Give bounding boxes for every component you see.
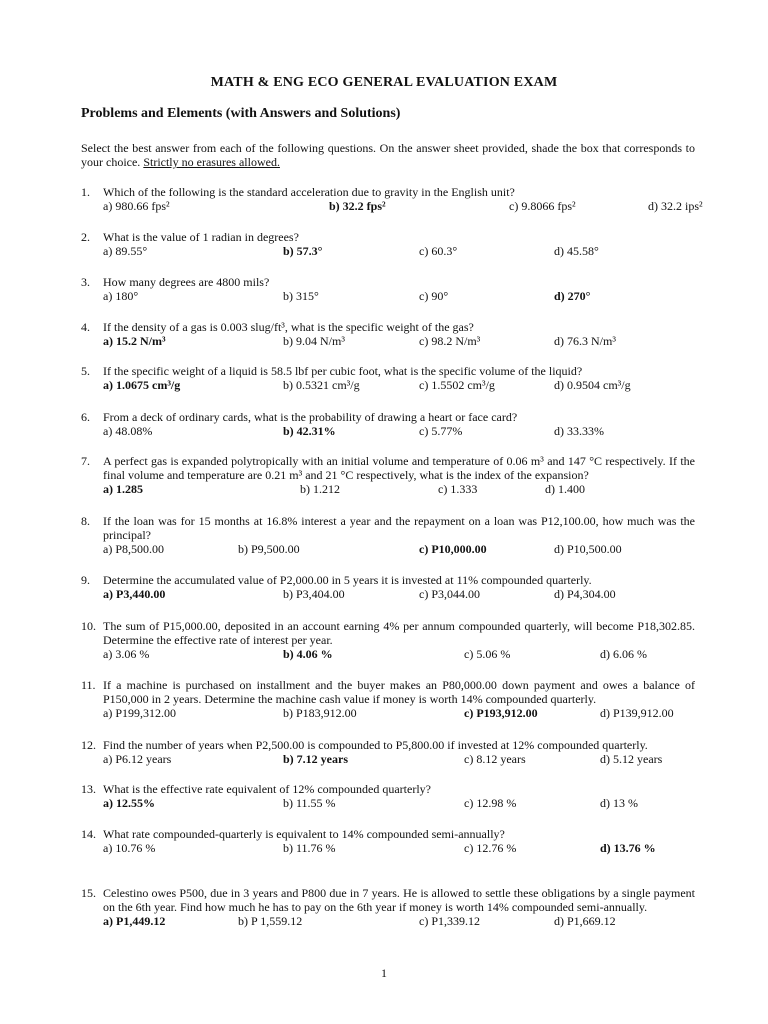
answer-option: a) 3.06 % bbox=[103, 647, 150, 661]
answer-option: c) 90° bbox=[419, 289, 449, 303]
question-11 bbox=[81, 678, 695, 720]
answer-option: b) 11.76 % bbox=[283, 841, 336, 855]
answer-option: c) 60.3° bbox=[419, 244, 458, 258]
instructions-warning: Strictly no erasures allowed. bbox=[143, 155, 280, 169]
question-number: 14. bbox=[81, 827, 96, 841]
answer-option: b) 11.55 % bbox=[283, 796, 336, 810]
question-10 bbox=[81, 619, 695, 661]
exam-title: MATH & ENG ECO GENERAL EVALUATION EXAM bbox=[210, 75, 558, 90]
answer-option: d) 1.400 bbox=[545, 482, 585, 496]
correct-answer-option: b) 32.2 fps² bbox=[329, 199, 386, 213]
question-text: Which of the following is the standard acceleration due to gravity in the English unit? bbox=[103, 185, 515, 199]
question-8 bbox=[81, 514, 695, 556]
answer-option: b) 0.5321 cm³/g bbox=[283, 378, 360, 392]
answer-option: d) P139,912.00 bbox=[600, 706, 674, 720]
correct-answer-option: c) P10,000.00 bbox=[419, 542, 487, 556]
correct-answer-option: a) 15.2 N/m³ bbox=[103, 334, 166, 348]
question-text: If the specific weight of a liquid is 58.5 lbf per cubic foot, what is the specific volume of the liquid? bbox=[103, 364, 583, 378]
instructions bbox=[81, 141, 695, 169]
correct-answer-option: c) P193,912.00 bbox=[464, 706, 538, 720]
answer-option: a) 980.66 fps² bbox=[103, 199, 170, 213]
question-7 bbox=[81, 454, 695, 496]
answer-option: b) 9.04 N/m³ bbox=[283, 334, 345, 348]
question-text: What rate compounded-quarterly is equivalent to 14% compounded semi-annually? bbox=[103, 827, 505, 841]
answer-option: c) 8.12 years bbox=[464, 752, 526, 766]
answer-option: b) P 1,559.12 bbox=[238, 914, 303, 928]
question-number: 2. bbox=[81, 230, 90, 244]
question-12 bbox=[81, 738, 695, 766]
answer-option: b) 1.212 bbox=[300, 482, 340, 496]
answer-options bbox=[103, 796, 695, 810]
correct-answer-option: a) P1,449.12 bbox=[103, 914, 166, 928]
answer-options bbox=[103, 334, 695, 348]
question-1 bbox=[81, 185, 703, 213]
answer-option: d) 13 % bbox=[600, 796, 638, 810]
instructions-text: Select the best answer from each of the following questions. On the answer sheet provided, shade the box that corresponds to your choice. bbox=[81, 141, 695, 169]
answer-option: d) 32.2 ips² bbox=[648, 199, 703, 213]
question-number: 10. bbox=[81, 619, 96, 633]
question-text: Determine the accumulated value of P2,000.00 in 5 years it is invested at 11% compounded quarterly. bbox=[103, 573, 592, 587]
answer-option: c) P1,339.12 bbox=[419, 914, 480, 928]
correct-answer-option: a) 12.55% bbox=[103, 796, 155, 810]
correct-answer-option: a) 1.285 bbox=[103, 482, 143, 496]
answer-option: a) 180° bbox=[103, 289, 139, 303]
question-number: 11. bbox=[81, 678, 96, 692]
question-5 bbox=[81, 364, 695, 392]
question-number: 5. bbox=[81, 364, 90, 378]
section-subtitle: Problems and Elements (with Answers and Solutions) bbox=[81, 106, 401, 121]
answer-option: d) 0.9504 cm³/g bbox=[554, 378, 631, 392]
question-text: Find the number of years when P2,500.00 is compounded to P5,800.00 if invested at 12% compounded quarterly. bbox=[103, 738, 648, 752]
answer-option: c) 12.98 % bbox=[464, 796, 517, 810]
question-15 bbox=[81, 886, 695, 928]
answer-options bbox=[103, 542, 695, 556]
question-text: The sum of P15,000.00, deposited in an account earning 4% per annum compounded quarterly, will become P18,302.85. Determine the effective rate of interest per year. bbox=[103, 619, 695, 647]
answer-option: d) 5.12 years bbox=[600, 752, 663, 766]
answer-options bbox=[103, 706, 695, 720]
correct-answer-option: a) P3,440.00 bbox=[103, 587, 166, 601]
question-number: 1. bbox=[81, 185, 90, 199]
question-number: 9. bbox=[81, 573, 90, 587]
answer-option: c) 9.8066 fps² bbox=[509, 199, 576, 213]
question-number: 7. bbox=[81, 454, 90, 468]
question-9 bbox=[81, 573, 695, 601]
answer-options bbox=[103, 914, 695, 928]
question-14 bbox=[81, 827, 695, 855]
correct-answer-option: a) 1.0675 cm³/g bbox=[103, 378, 181, 392]
correct-answer-option: b) 57.3° bbox=[283, 244, 323, 258]
answer-options bbox=[103, 199, 703, 213]
answer-options bbox=[103, 587, 695, 601]
question-number: 4. bbox=[81, 320, 90, 334]
answer-option: d) P10,500.00 bbox=[554, 542, 622, 556]
answer-options bbox=[103, 378, 695, 392]
question-text: If a machine is purchased on installment and the buyer makes an P80,000.00 down payment and owes a balance of P150,000 in 2 years. Determine the machine cash value if money is worth 14% compounded quarterly. bbox=[103, 678, 695, 706]
answer-option: d) 33.33% bbox=[554, 424, 604, 438]
correct-answer-option: d) 270° bbox=[554, 289, 591, 303]
answer-options bbox=[103, 289, 695, 303]
question-13 bbox=[81, 782, 695, 810]
answer-options bbox=[103, 841, 695, 855]
answer-option: b) 315° bbox=[283, 289, 319, 303]
answer-option: c) 5.77% bbox=[419, 424, 463, 438]
question-4 bbox=[81, 320, 695, 348]
answer-option: d) 6.06 % bbox=[600, 647, 647, 661]
question-number: 12. bbox=[81, 738, 96, 752]
answer-options bbox=[103, 482, 695, 496]
answer-option: a) 48.08% bbox=[103, 424, 153, 438]
question-text: If the density of a gas is 0.003 slug/ft³, what is the specific weight of the gas? bbox=[103, 320, 474, 334]
correct-answer-option: b) 4.06 % bbox=[283, 647, 333, 661]
question-number: 15. bbox=[81, 886, 96, 900]
question-text: A perfect gas is expanded polytropically with an initial volume and temperature of 0.06 m³ and 147 °C respectively. If the final volume and temperature are 0.21 m³ and 21 °C respectively, what is the index of the expansion? bbox=[103, 454, 695, 482]
question-2 bbox=[81, 230, 695, 258]
question-text: From a deck of ordinary cards, what is the probability of drawing a heart or face card? bbox=[103, 410, 518, 424]
answer-option: d) P1,669.12 bbox=[554, 914, 616, 928]
answer-option: d) P4,304.00 bbox=[554, 587, 616, 601]
question-text: How many degrees are 4800 mils? bbox=[103, 275, 270, 289]
answer-options bbox=[103, 424, 695, 438]
answer-option: a) 10.76 % bbox=[103, 841, 156, 855]
question-text: If the loan was for 15 months at 16.8% interest a year and the repayment on a loan was P12,100.00, how much was the principal? bbox=[103, 514, 695, 542]
answer-option: a) P199,312.00 bbox=[103, 706, 176, 720]
question-text: What is the value of 1 radian in degrees? bbox=[103, 230, 299, 244]
correct-answer-option: b) 7.12 years bbox=[283, 752, 348, 766]
answer-options bbox=[103, 244, 695, 258]
answer-option: c) 12.76 % bbox=[464, 841, 517, 855]
answer-option: d) 45.58° bbox=[554, 244, 599, 258]
answer-option: c) 1.333 bbox=[438, 482, 478, 496]
correct-answer-option: b) 42.31% bbox=[283, 424, 336, 438]
question-number: 13. bbox=[81, 782, 96, 796]
correct-answer-option: d) 13.76 % bbox=[600, 841, 656, 855]
answer-option: b) P183,912.00 bbox=[283, 706, 357, 720]
question-number: 6. bbox=[81, 410, 90, 424]
answer-option: a) P6.12 years bbox=[103, 752, 172, 766]
question-3 bbox=[81, 275, 695, 303]
answer-option: c) 5.06 % bbox=[464, 647, 511, 661]
answer-options bbox=[103, 647, 695, 661]
answer-option: b) P9,500.00 bbox=[238, 542, 300, 556]
answer-option: a) P8,500.00 bbox=[103, 542, 164, 556]
question-text: What is the effective rate equivalent of 12% compounded quarterly? bbox=[103, 782, 431, 796]
answer-option: d) 76.3 N/m³ bbox=[554, 334, 616, 348]
answer-option: b) P3,404.00 bbox=[283, 587, 345, 601]
question-6 bbox=[81, 410, 695, 438]
answer-option: c) 98.2 N/m³ bbox=[419, 334, 481, 348]
question-number: 8. bbox=[81, 514, 90, 528]
answer-option: a) 89.55° bbox=[103, 244, 148, 258]
page-number: 1 bbox=[381, 966, 387, 980]
answer-option: c) P3,044.00 bbox=[419, 587, 480, 601]
question-number: 3. bbox=[81, 275, 90, 289]
question-text: Celestino owes P500, due in 3 years and P800 due in 7 years. He is allowed to settle these obligations by a single payment on the 6th year. Find how much he has to pay on the 6th year if money is worth 14% compounded semi-annually. bbox=[103, 886, 695, 914]
answer-option: c) 1.5502 cm³/g bbox=[419, 378, 495, 392]
answer-options bbox=[103, 752, 695, 766]
